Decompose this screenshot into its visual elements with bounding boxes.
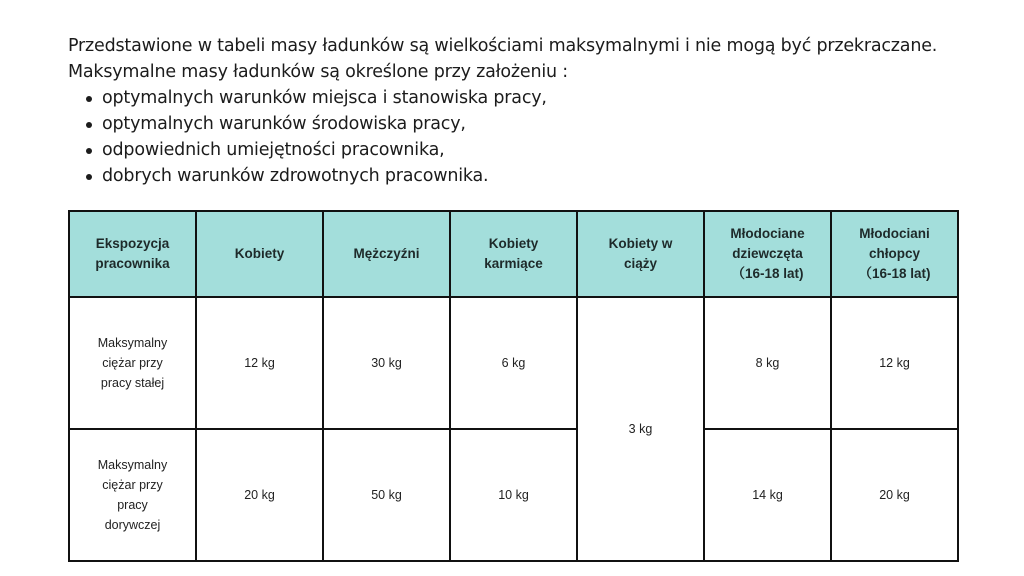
cell-men: 30 kg xyxy=(323,297,450,429)
intro-line-2: Maksymalne masy ładunków są określone przy założeniu : xyxy=(68,62,568,82)
header-exposure: Ekspozycja pracownika xyxy=(69,211,196,297)
table-row xyxy=(69,297,958,429)
table-header-row xyxy=(69,211,958,297)
cell-young-girls: 8 kg xyxy=(704,297,831,429)
table-row xyxy=(69,429,958,561)
bullet-icon xyxy=(86,96,92,102)
list-item xyxy=(102,85,1008,111)
list-item-text: odpowiednich umiejętności pracownika, xyxy=(102,140,445,160)
row-label-occasional-work: Maksymalny ciężar przy pracy dorywczej xyxy=(69,429,196,561)
load-limits-table xyxy=(68,210,959,562)
cell-young-boys: 12 kg xyxy=(831,297,958,429)
bullet-icon xyxy=(86,122,92,128)
list-item-text: optymalnych warunków środowiska pracy, xyxy=(102,114,466,134)
header-young-girls: Młodociane dziewczęta （16-18 lat) xyxy=(704,211,831,297)
cell-nursing-women: 10 kg xyxy=(450,429,577,561)
cell-pregnant-women: 3 kg xyxy=(577,297,704,561)
header-men: Mężczyźni xyxy=(323,211,450,297)
cell-nursing-women: 6 kg xyxy=(450,297,577,429)
header-pregnant-women: Kobiety w ciąży xyxy=(577,211,704,297)
header-nursing-women: Kobiety karmiące xyxy=(450,211,577,297)
bullet-icon xyxy=(86,148,92,154)
header-women: Kobiety xyxy=(196,211,323,297)
assumptions-list xyxy=(68,85,1008,189)
cell-women: 12 kg xyxy=(196,297,323,429)
cell-women: 20 kg xyxy=(196,429,323,561)
cell-young-boys: 20 kg xyxy=(831,429,958,561)
cell-young-girls: 14 kg xyxy=(704,429,831,561)
bullet-icon xyxy=(86,174,92,180)
list-item xyxy=(102,163,1008,189)
cell-men: 50 kg xyxy=(323,429,450,561)
list-item xyxy=(102,137,1008,163)
row-label-permanent-work: Maksymalny ciężar przy pracy stałej xyxy=(69,297,196,429)
list-item xyxy=(102,111,1008,137)
list-item-text: optymalnych warunków miejsca i stanowiska pracy, xyxy=(102,88,547,108)
list-item-text: dobrych warunków zdrowotnych pracownika. xyxy=(102,166,489,186)
intro-line-1: Przedstawione w tabeli masy ładunków są wielkościami maksymalnymi i nie mogą być przekraczane. xyxy=(68,36,938,56)
intro-text xyxy=(68,33,1008,189)
header-young-boys: Młodociani chłopcy （16-18 lat) xyxy=(831,211,958,297)
